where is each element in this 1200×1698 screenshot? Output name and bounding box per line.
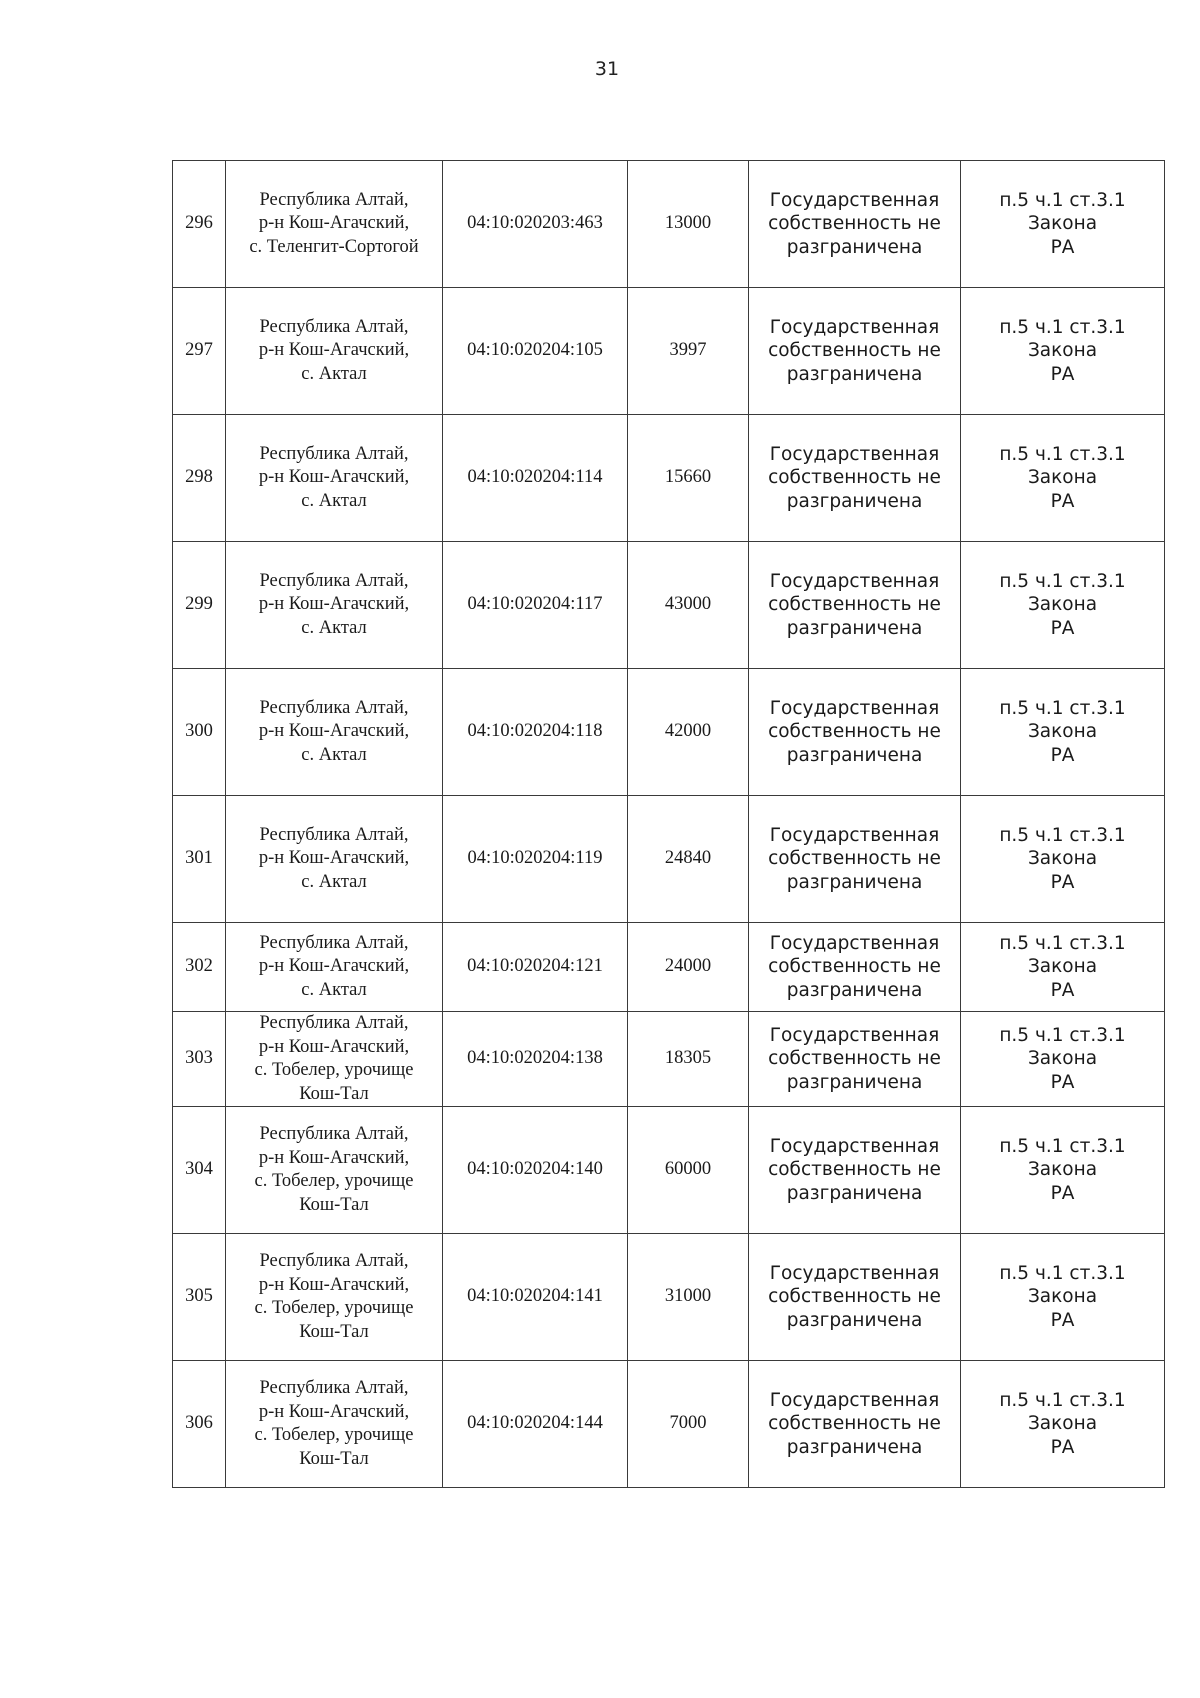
- address-line: с. Актал: [301, 363, 367, 384]
- ownership-cell: [749, 415, 961, 542]
- ownership-line: собственность не: [768, 1286, 941, 1308]
- ownership-line: Государственная: [769, 570, 940, 592]
- legal-basis-cell: [961, 1361, 1165, 1488]
- ownership-cell: [749, 796, 961, 923]
- ownership-line: разграничена: [786, 1071, 923, 1093]
- address-cell: [226, 415, 443, 542]
- address-line: Кош-Тал: [299, 1321, 369, 1342]
- ownership-line: собственность не: [768, 1048, 941, 1070]
- row-number: 305: [173, 1234, 226, 1361]
- cadastral-number: 04:10:020204:140: [443, 1107, 628, 1234]
- legal-basis-line: РА: [1050, 744, 1075, 766]
- cadastral-number: 04:10:020204:118: [443, 669, 628, 796]
- ownership-cell: [749, 1107, 961, 1234]
- land-plots-table: [172, 160, 1165, 1488]
- address-cell: [226, 923, 443, 1012]
- address-line: Республика Алтай,: [259, 1378, 409, 1398]
- address-line: р-н Кош-Агачский,: [258, 340, 410, 361]
- cadastral-number: 04:10:020203:463: [443, 161, 628, 288]
- address-cell: [226, 796, 443, 923]
- area-value: 31000: [628, 1234, 749, 1361]
- address-cell: [226, 542, 443, 669]
- cadastral-number: 04:10:020204:138: [443, 1012, 628, 1107]
- table-row: [173, 669, 1165, 796]
- ownership-line: разграничена: [786, 744, 923, 766]
- ownership-line: разграничена: [786, 1309, 923, 1331]
- address-line: Республика Алтай,: [259, 189, 409, 210]
- address-line: р-н Кош-Агачский,: [258, 956, 410, 977]
- address-line: р-н Кош-Агачский,: [258, 1274, 410, 1295]
- legal-basis-cell: [961, 542, 1165, 669]
- address-line: Республика Алтай,: [259, 824, 409, 845]
- ownership-line: Государственная: [769, 1389, 940, 1411]
- ownership-line: разграничена: [786, 363, 923, 385]
- address-line: с. Актал: [301, 490, 367, 511]
- ownership-cell: [749, 669, 961, 796]
- cadastral-number: 04:10:020204:105: [443, 288, 628, 415]
- address-line: Республика Алтай,: [259, 1124, 409, 1144]
- area-value: 42000: [628, 669, 749, 796]
- legal-basis-cell: [961, 1107, 1165, 1234]
- page-number: 31: [594, 58, 620, 80]
- area-value: 13000: [628, 161, 749, 288]
- row-number: 299: [173, 542, 226, 669]
- cadastral-number: 04:10:020204:117: [443, 542, 628, 669]
- ownership-line: собственность не: [768, 467, 941, 489]
- ownership-cell: [749, 161, 961, 288]
- area-value: 43000: [628, 542, 749, 669]
- ownership-cell: [749, 542, 961, 669]
- legal-basis-line: п.5 ч.1 ст.3.1 Закона: [999, 1135, 1126, 1181]
- area-value: 3997: [628, 288, 749, 415]
- ownership-line: разграничена: [786, 617, 923, 639]
- row-number: 297: [173, 288, 226, 415]
- row-number: 304: [173, 1107, 226, 1234]
- address-line: с. Актал: [301, 979, 367, 1000]
- address-line: Кош-Тал: [299, 1083, 369, 1104]
- address-line: Республика Алтай,: [259, 443, 409, 464]
- cadastral-number: 04:10:020204:144: [443, 1361, 628, 1488]
- legal-basis-line: п.5 ч.1 ст.3.1 Закона: [999, 697, 1126, 743]
- legal-basis-line: РА: [1050, 1071, 1075, 1093]
- ownership-line: разграничена: [786, 236, 923, 258]
- ownership-line: собственность не: [768, 721, 941, 743]
- address-line: с. Актал: [301, 617, 367, 638]
- row-number: 301: [173, 796, 226, 923]
- ownership-line: Государственная: [769, 932, 940, 954]
- cadastral-number: 04:10:020204:141: [443, 1234, 628, 1361]
- legal-basis-cell: [961, 1012, 1165, 1107]
- address-cell: [226, 1012, 443, 1107]
- address-line: Республика Алтай,: [259, 1013, 409, 1033]
- address-line: с. Теленгит-Сортогой: [249, 236, 419, 257]
- ownership-line: собственность не: [768, 213, 941, 235]
- legal-basis-line: п.5 ч.1 ст.3.1 Закона: [999, 932, 1126, 978]
- area-value: 7000: [628, 1361, 749, 1488]
- legal-basis-cell: [961, 923, 1165, 1012]
- table-row: [173, 288, 1165, 415]
- ownership-line: Государственная: [769, 824, 940, 846]
- area-value: 24000: [628, 923, 749, 1012]
- address-line: р-н Кош-Агачский,: [258, 1036, 410, 1057]
- legal-basis-line: РА: [1050, 1436, 1075, 1458]
- address-line: с. Тобелер, урочище: [254, 1298, 414, 1318]
- ownership-line: разграничена: [786, 490, 923, 512]
- legal-basis-line: РА: [1050, 617, 1075, 639]
- legal-basis-cell: [961, 669, 1165, 796]
- legal-basis-line: п.5 ч.1 ст.3.1 Закона: [999, 316, 1126, 362]
- legal-basis-line: п.5 ч.1 ст.3.1 Закона: [999, 443, 1126, 489]
- legal-basis-line: п.5 ч.1 ст.3.1 Закона: [999, 189, 1126, 235]
- address-cell: [226, 288, 443, 415]
- ownership-line: Государственная: [769, 1135, 940, 1157]
- address-line: Республика Алтай,: [259, 932, 409, 953]
- address-line: р-н Кош-Агачский,: [258, 467, 410, 488]
- ownership-line: разграничена: [786, 871, 923, 893]
- legal-basis-line: п.5 ч.1 ст.3.1 Закона: [999, 1024, 1126, 1070]
- address-line: с. Актал: [301, 871, 367, 892]
- ownership-cell: [749, 1012, 961, 1107]
- address-line: Кош-Тал: [299, 1194, 369, 1215]
- address-line: р-н Кош-Агачский,: [258, 213, 410, 234]
- address-line: с. Тобелер, урочище: [254, 1171, 414, 1191]
- address-cell: [226, 1361, 443, 1488]
- legal-basis-line: РА: [1050, 979, 1075, 1001]
- ownership-cell: [749, 1361, 961, 1488]
- legal-basis-line: п.5 ч.1 ст.3.1 Закона: [999, 1262, 1126, 1308]
- table-row: [173, 796, 1165, 923]
- area-value: 60000: [628, 1107, 749, 1234]
- address-cell: [226, 161, 443, 288]
- ownership-line: Государственная: [769, 697, 940, 719]
- address-cell: [226, 1234, 443, 1361]
- ownership-line: собственность не: [768, 594, 941, 616]
- legal-basis-cell: [961, 796, 1165, 923]
- legal-basis-cell: [961, 415, 1165, 542]
- legal-basis-cell: [961, 1234, 1165, 1361]
- address-line: с. Актал: [301, 744, 367, 765]
- legal-basis-line: РА: [1050, 236, 1075, 258]
- area-value: 24840: [628, 796, 749, 923]
- table-row: [173, 415, 1165, 542]
- table-row: [173, 1107, 1165, 1234]
- ownership-cell: [749, 923, 961, 1012]
- address-line: р-н Кош-Агачский,: [258, 1147, 410, 1168]
- row-number: 302: [173, 923, 226, 1012]
- ownership-line: собственность не: [768, 340, 941, 362]
- ownership-line: собственность не: [768, 1413, 941, 1435]
- row-number: 298: [173, 415, 226, 542]
- ownership-line: Государственная: [769, 1024, 940, 1046]
- legal-basis-line: РА: [1050, 871, 1075, 893]
- address-line: Республика Алтай,: [259, 316, 409, 337]
- address-cell: [226, 669, 443, 796]
- legal-basis-cell: [961, 161, 1165, 288]
- table-row: [173, 923, 1165, 1012]
- address-cell: [226, 1107, 443, 1234]
- ownership-line: Государственная: [769, 443, 940, 465]
- address-line: Республика Алтай,: [259, 570, 409, 591]
- table-row: [173, 1234, 1165, 1361]
- table-row: [173, 1361, 1165, 1488]
- legal-basis-line: п.5 ч.1 ст.3.1 Закона: [999, 824, 1126, 870]
- area-value: 15660: [628, 415, 749, 542]
- row-number: 303: [173, 1012, 226, 1107]
- legal-basis-line: п.5 ч.1 ст.3.1 Закона: [999, 570, 1126, 616]
- cadastral-number: 04:10:020204:119: [443, 796, 628, 923]
- ownership-cell: [749, 1234, 961, 1361]
- address-line: Республика Алтай,: [259, 1251, 409, 1271]
- cadastral-number: 04:10:020204:114: [443, 415, 628, 542]
- row-number: 306: [173, 1361, 226, 1488]
- address-line: Кош-Тал: [299, 1448, 369, 1469]
- row-number: 300: [173, 669, 226, 796]
- legal-basis-cell: [961, 288, 1165, 415]
- address-line: р-н Кош-Агачский,: [258, 848, 410, 869]
- land-plots-table-body: [173, 161, 1165, 1488]
- cadastral-number: 04:10:020204:121: [443, 923, 628, 1012]
- address-line: с. Тобелер, урочище: [254, 1060, 414, 1080]
- table-row: [173, 1012, 1165, 1107]
- legal-basis-line: п.5 ч.1 ст.3.1 Закона: [999, 1389, 1126, 1435]
- address-line: р-н Кош-Агачский,: [258, 721, 410, 742]
- row-number: 296: [173, 161, 226, 288]
- ownership-line: Государственная: [769, 1262, 940, 1284]
- legal-basis-line: РА: [1050, 1309, 1075, 1331]
- ownership-line: Государственная: [769, 189, 940, 211]
- ownership-line: собственность не: [768, 1159, 941, 1181]
- ownership-cell: [749, 288, 961, 415]
- table-row: [173, 161, 1165, 288]
- ownership-line: Государственная: [769, 316, 940, 338]
- legal-basis-line: РА: [1050, 490, 1075, 512]
- ownership-line: разграничена: [786, 1436, 923, 1458]
- ownership-line: разграничена: [786, 979, 923, 1001]
- address-line: Республика Алтай,: [259, 697, 409, 718]
- address-line: р-н Кош-Агачский,: [258, 1401, 410, 1422]
- address-line: с. Тобелер, урочище: [254, 1425, 414, 1445]
- ownership-line: разграничена: [786, 1182, 923, 1204]
- address-line: р-н Кош-Агачский,: [258, 594, 410, 615]
- legal-basis-line: РА: [1050, 1182, 1075, 1204]
- table-row: [173, 542, 1165, 669]
- area-value: 18305: [628, 1012, 749, 1107]
- ownership-line: собственность не: [768, 956, 941, 978]
- ownership-line: собственность не: [768, 848, 941, 870]
- legal-basis-line: РА: [1050, 363, 1075, 385]
